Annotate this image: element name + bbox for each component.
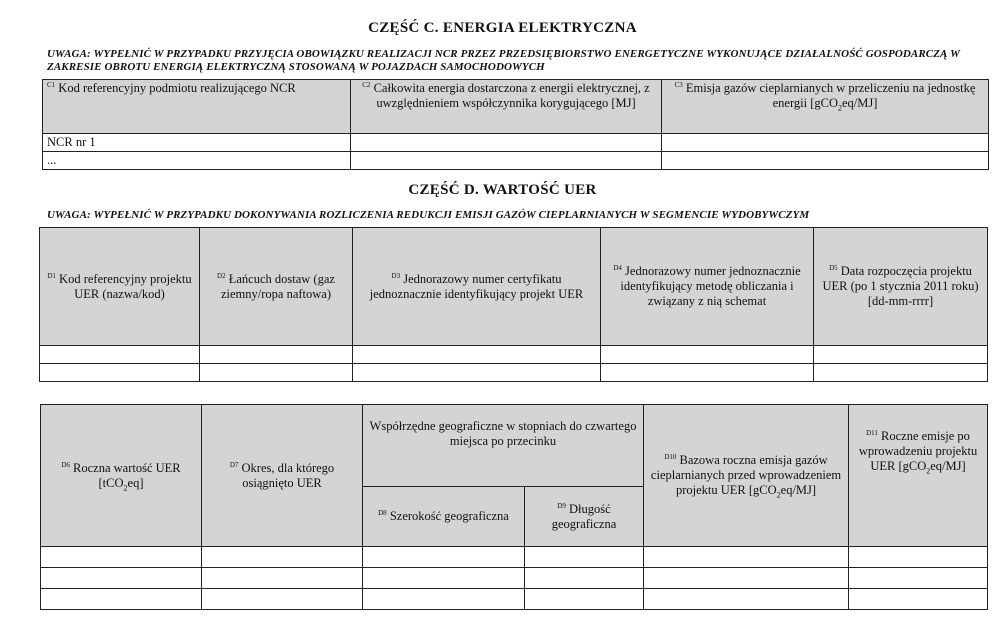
d5-input-cell[interactable]: [814, 346, 988, 364]
d11-input-cell[interactable]: [849, 568, 988, 589]
c2-header: $^{C2}$ Całkowita energia dostarczona z energii elektrycznej, z uwzględnieniem współczynnika korygującego [MJ]: [351, 80, 662, 134]
d4-header: $^{D4}$ Jednorazowy numer jednoznacznie identyfikujący metodę obliczania i związany z nią schemat: [601, 228, 814, 346]
d3-header: $^{D3}$ Jednorazowy numer certyfikatu jednoznacznie identyfikujący projekt UER: [353, 228, 601, 346]
part-c-table: [42, 79, 989, 170]
d7-header: $^{D7}$ Okres, dla którego osiągnięto UER: [202, 405, 363, 547]
d8-input-cell[interactable]: [363, 568, 525, 589]
d8-input-cell[interactable]: [363, 547, 525, 568]
d6-header: $^{D6}$ Roczna wartość UER [tCO$_2$eq]: [41, 405, 202, 547]
geo-header: Współrzędne geograficzne w stopniach do czwartego miejsca po przecinku: [363, 405, 644, 487]
d10-input-cell[interactable]: [644, 568, 849, 589]
d3-input-cell[interactable]: [353, 364, 601, 382]
d8-header: $^{D8}$ Szerokość geograficzna: [363, 487, 525, 547]
part-d-table-2: [40, 404, 988, 610]
d8-input-cell[interactable]: [363, 589, 525, 610]
c1-header: $^{C1}$ Kod referencyjny podmiotu realizującego NCR: [43, 80, 351, 134]
d10-input-cell[interactable]: [644, 589, 849, 610]
part-d-note: UWAGA: WYPEŁNIĆ W PRZYPADKU DOKONYWANIA ROZLICZENIA REDUKCJI EMISJI GAZÓW CIEPLARNIANYCH W SEGMENCIE WYDOBYWCZYM: [47, 209, 810, 221]
d4-input-cell[interactable]: [601, 364, 814, 382]
d6-input-cell[interactable]: [41, 589, 202, 610]
d10-input-cell[interactable]: [644, 547, 849, 568]
part-d-title: CZĘŚĆ D. WARTOŚĆ UER: [408, 182, 597, 198]
d1-input-cell[interactable]: [40, 364, 200, 382]
table-row: [41, 589, 988, 610]
d5-header: $^{D5}$ Data rozpoczęcia projektu UER (po 1 stycznia 2011 roku) [dd-mm-rrrr]: [814, 228, 988, 346]
c3-input-cell[interactable]: [662, 152, 989, 170]
d7-input-cell[interactable]: [202, 589, 363, 610]
table-row: [41, 568, 988, 589]
d3-input-cell[interactable]: [353, 346, 601, 364]
c3-input-cell[interactable]: [662, 134, 989, 152]
part-c-header-row: [43, 80, 989, 134]
part-c-title: CZĘŚĆ C. ENERGIA ELEKTRYCZNA: [368, 20, 637, 36]
d7-input-cell[interactable]: [202, 547, 363, 568]
table-row: [40, 364, 988, 382]
c2-input-cell[interactable]: [351, 152, 662, 170]
part-d2-header-row: [41, 405, 988, 487]
c3-header: $^{C3}$ Emisja gazów cieplarnianych w przeliczeniu na jednostkę energii [gCO$_2$eq/MJ]: [662, 80, 989, 134]
d11-header: $^{D11}$ Roczne emisje po wprowadzeniu projektu UER [gCO$_2$eq/MJ]: [849, 405, 988, 547]
d9-input-cell[interactable]: [525, 547, 644, 568]
c-row-label: NCR nr 1: [43, 134, 351, 152]
table-row: [41, 547, 988, 568]
d9-header: $^{D9}$ Długość geograficzna: [525, 487, 644, 547]
d2-header: $^{D2}$ Łańcuch dostaw (gaz ziemny/ropa naftowa): [200, 228, 353, 346]
d1-input-cell[interactable]: [40, 346, 200, 364]
part-d-table-1: [39, 227, 988, 382]
d2-input-cell[interactable]: [200, 346, 353, 364]
part-c-note: UWAGA: WYPEŁNIĆ W PRZYPADKU PRZYJĘCIA OBOWIĄZKU REALIZACJI NCR PRZEZ PRZEDSIĘBIORSTWO ENERGETYCZNE WYKONUJĄCE DZIAŁALNOŚĆ GOSPODARCZĄ W ZAKRESIE OBROTU ENERGIĄ ELEKTRYCZNĄ STOSOWANĄ W POJAZDACH SAMOCHODOWYCH: [47, 48, 960, 73]
d4-input-cell[interactable]: [601, 346, 814, 364]
d11-input-cell[interactable]: [849, 547, 988, 568]
d11-input-cell[interactable]: [849, 589, 988, 610]
d10-header: $^{D10}$ Bazowa roczna emisja gazów cieplarnianych przed wprowadzeniem projektu UER [gCO$_2$eq/MJ]: [644, 405, 849, 547]
d6-input-cell[interactable]: [41, 568, 202, 589]
table-row: [43, 134, 989, 152]
d6-input-cell[interactable]: [41, 547, 202, 568]
table-row: [43, 152, 989, 170]
d1-header: $^{D1}$ Kod referencyjny projektu UER (nazwa/kod): [40, 228, 200, 346]
c2-input-cell[interactable]: [351, 134, 662, 152]
c-row-label: ...: [43, 152, 351, 170]
d9-input-cell[interactable]: [525, 589, 644, 610]
table-row: [40, 346, 988, 364]
part-d-header-row: [40, 228, 988, 346]
d7-input-cell[interactable]: [202, 568, 363, 589]
d5-input-cell[interactable]: [814, 364, 988, 382]
d2-input-cell[interactable]: [200, 364, 353, 382]
d9-input-cell[interactable]: [525, 568, 644, 589]
